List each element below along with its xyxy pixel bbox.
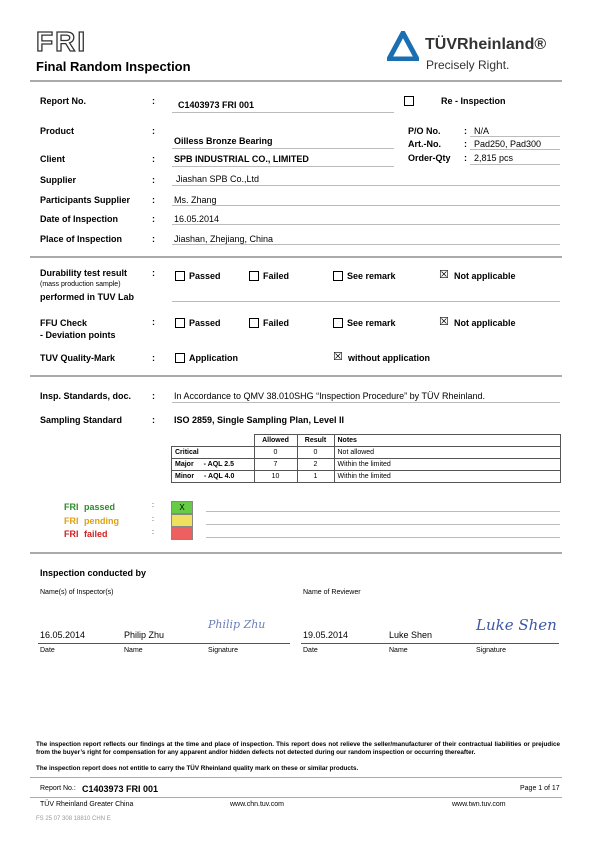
colon: : <box>464 139 467 149</box>
sampling-table <box>171 434 561 483</box>
row-name <box>172 459 255 471</box>
durability-failed-label: Failed <box>263 271 290 281</box>
row-result: 1 <box>297 471 334 483</box>
footer-url-twn[interactable]: www.twn.tuv.com <box>452 801 506 808</box>
reviewer-signature: Luke Shen <box>476 616 557 634</box>
row-name-text: Major <box>175 461 194 468</box>
status-line <box>206 524 560 525</box>
row-name <box>172 471 255 483</box>
inspector-date: 16.05.2014 <box>40 630 86 640</box>
table-row <box>172 471 561 483</box>
col-name-label: Name <box>389 647 408 654</box>
conducted-title: Inspection conducted by <box>40 568 147 578</box>
place-value: Jiashan, Zhejiang, China <box>174 234 274 244</box>
footer-page: Page 1 of 17 <box>520 785 560 792</box>
fri-word: FRI <box>64 516 79 526</box>
client-line <box>172 166 394 167</box>
status-pending-swatch[interactable] <box>171 514 193 527</box>
date-inspection-line <box>172 224 560 225</box>
reinspection-label: Re - Inspection <box>441 96 506 106</box>
date-inspection-value: 16.05.2014 <box>174 214 220 224</box>
quality-mark-label: TUV Quality-Mark <box>40 353 116 363</box>
ffu-passed-checkbox[interactable] <box>175 318 185 328</box>
sampling-label: Sampling Standard <box>40 415 123 425</box>
col-date-label: Date <box>303 647 318 654</box>
row-name-text: Minor <box>175 473 195 480</box>
colon: : <box>152 529 154 536</box>
durability-passed-label: Passed <box>189 271 221 281</box>
standards-label: Insp. Standards, doc. <box>40 391 132 401</box>
colon: : <box>152 391 155 401</box>
durability-sub-label: (mass production sample) <box>40 281 121 288</box>
colon: : <box>152 96 155 106</box>
disclaimer-text: The inspection report reflects our findings at the time and place of inspection. This report does not relieve the seller/manufacturer of their contractual liabilities or prejudice from the buyer’s right for compensation for any apparent and/or hidden defects not detected during our random inspection or occurring thereafter. <box>36 741 560 756</box>
inspector-name: Philip Zhu <box>124 630 165 640</box>
durability-passed-checkbox[interactable] <box>175 271 185 281</box>
supplier-line <box>172 185 560 186</box>
durability-failed-checkbox[interactable] <box>249 271 259 281</box>
client-value: SPB INDUSTRIAL CO., LIMITED <box>174 154 309 164</box>
status-pending-text: pending <box>84 516 120 526</box>
fri-word: FRI <box>64 529 79 539</box>
quality-application-checkbox[interactable] <box>175 353 185 363</box>
row-allowed: 7 <box>254 459 297 471</box>
ffu-not-applicable-label: Not applicable <box>454 318 516 328</box>
quality-without-label: without application <box>348 353 430 363</box>
row-allowed: 10 <box>254 471 297 483</box>
po-line <box>470 136 560 137</box>
colon: : <box>152 353 155 363</box>
order-qty-value: 2,815 pcs <box>474 153 514 163</box>
status-pending-label <box>64 516 119 526</box>
durability-lab-label: performed in TUV Lab <box>40 292 135 302</box>
place-line <box>172 244 560 245</box>
colon: : <box>152 175 155 185</box>
participants-line <box>172 205 560 206</box>
footer-report-label: Report No.: <box>40 785 76 792</box>
fri-logo-text: FRI <box>36 26 88 57</box>
ffu-not-applicable-checkbox[interactable]: ☒ <box>439 316 449 328</box>
colon: : <box>152 516 154 523</box>
order-qty-label: Order-Qty <box>408 153 451 163</box>
table-row <box>172 447 561 459</box>
row-name-text: Critical <box>175 449 199 456</box>
report-no-label: Report No. <box>40 96 86 106</box>
po-value: N/A <box>474 126 490 136</box>
ffu-passed-label: Passed <box>189 318 221 328</box>
brand-name: TÜVRheinland® <box>425 36 547 53</box>
footer-divider <box>30 797 562 798</box>
row-notes: Not allowed <box>334 447 561 459</box>
colon: : <box>152 268 155 278</box>
status-line <box>206 511 560 512</box>
place-label: Place of Inspection <box>40 234 123 244</box>
footer-company: TÜV Rheinland Greater China <box>40 801 134 808</box>
footer-report-no: C1403973 FRI 001 <box>82 784 159 794</box>
colon: : <box>152 317 155 327</box>
row-notes: Within the limited <box>334 471 561 483</box>
brand-tagline: Precisely Right. <box>426 58 510 72</box>
inspector-signature: Philip Zhu <box>208 618 266 631</box>
disclaimer-quality-mark: The inspection report does not entitle to carry the TÜV Rheinland quality mark on these or similar products. <box>36 765 359 772</box>
product-label: Product <box>40 126 75 136</box>
ffu-failed-checkbox[interactable] <box>249 318 259 328</box>
art-label: Art.-No. <box>408 139 441 149</box>
reviewer-label: Name of Reviewer <box>303 589 361 596</box>
tuv-triangle-logo-icon <box>387 31 419 61</box>
colon: : <box>152 214 155 224</box>
quality-without-checkbox[interactable]: ☒ <box>333 351 343 363</box>
reinspection-checkbox[interactable] <box>404 96 414 106</box>
standards-line <box>172 402 560 403</box>
table-blank-cell <box>172 435 255 447</box>
colon: : <box>464 153 467 163</box>
section-divider <box>30 375 562 377</box>
status-line <box>206 537 560 538</box>
row-notes: Within the limited <box>334 459 561 471</box>
reviewer-date: 19.05.2014 <box>303 630 349 640</box>
product-line <box>172 148 394 149</box>
durability-see-remark-label: See remark <box>347 271 396 281</box>
durability-line <box>172 301 560 302</box>
header-divider <box>30 80 562 82</box>
section-divider <box>30 256 562 258</box>
colon: : <box>152 415 155 425</box>
col-name-label: Name <box>124 647 143 654</box>
ffu-see-remark-label: See remark <box>347 318 396 328</box>
sampling-value: ISO 2859, Single Sampling Plan, Level II <box>174 415 345 425</box>
table-header-notes: Notes <box>334 435 561 447</box>
status-failed-swatch[interactable] <box>171 527 193 540</box>
table-header-row <box>172 435 561 447</box>
table-header-allowed: Allowed <box>254 435 297 447</box>
status-passed-text: passed <box>84 502 116 512</box>
ffu-see-remark-checkbox[interactable] <box>333 318 343 328</box>
standards-value: In Accordance to QMV 38.010SHG “Inspection Procedure” by TÜV Rheinland. <box>174 391 485 401</box>
sign-line <box>301 643 559 644</box>
report-no-value: C1403973 FRI 001 <box>178 100 255 110</box>
table-header-result: Result <box>297 435 334 447</box>
durability-not-applicable-label: Not applicable <box>454 271 516 281</box>
page-title: Final Random Inspection <box>36 59 191 74</box>
colon: : <box>152 126 155 136</box>
colon: : <box>152 502 154 509</box>
footer-doc-code: FS 25 07 308 18810 CHN E <box>36 816 111 822</box>
participants-value: Ms. Zhang <box>174 195 217 205</box>
participants-label: Participants Supplier <box>40 195 131 205</box>
ffu-failed-label: Failed <box>263 318 290 328</box>
durability-see-remark-checkbox[interactable] <box>333 271 343 281</box>
table-row <box>172 459 561 471</box>
product-value: Oilless Bronze Bearing <box>174 136 273 146</box>
row-aql: - AQL 2.5 <box>203 461 234 468</box>
inspector-label: Name(s) of Inspector(s) <box>40 589 114 596</box>
row-name <box>172 447 255 459</box>
col-date-label: Date <box>40 647 55 654</box>
footer-divider <box>30 777 562 778</box>
ffu-label: FFU Check <box>40 318 88 328</box>
section-divider <box>30 552 562 554</box>
reviewer-name: Luke Shen <box>389 630 433 640</box>
po-label: P/O No. <box>408 126 441 136</box>
status-failed-label <box>64 529 108 539</box>
colon: : <box>152 154 155 164</box>
supplier-value: Jiashan SPB Co.,Ltd <box>176 174 260 184</box>
fri-logo <box>36 26 87 58</box>
status-failed-text: failed <box>84 529 108 539</box>
row-result: 0 <box>297 447 334 459</box>
row-aql: - AQL 4.0 <box>204 473 235 480</box>
art-line <box>470 149 560 150</box>
supplier-label: Supplier <box>40 175 77 185</box>
colon: : <box>152 195 155 205</box>
footer-url-chn[interactable]: www.chn.tuv.com <box>230 801 284 808</box>
durability-label: Durability test result <box>40 268 128 278</box>
report-no-line <box>172 112 394 113</box>
col-signature-label: Signature <box>476 647 506 654</box>
colon: : <box>464 126 467 136</box>
col-signature-label: Signature <box>208 647 238 654</box>
colon: : <box>152 234 155 244</box>
art-value: Pad250, Pad300 <box>474 139 542 149</box>
status-passed-swatch[interactable]: X <box>171 501 193 514</box>
sign-line <box>38 643 290 644</box>
status-passed-label <box>64 502 115 512</box>
row-result: 2 <box>297 459 334 471</box>
order-qty-line <box>470 164 560 165</box>
durability-not-applicable-checkbox[interactable]: ☒ <box>439 269 449 281</box>
client-label: Client <box>40 154 66 164</box>
fri-word: FRI <box>64 502 79 512</box>
ffu-sub-label: - Deviation points <box>40 330 116 340</box>
date-inspection-label: Date of Inspection <box>40 214 119 224</box>
quality-application-label: Application <box>189 353 238 363</box>
row-allowed: 0 <box>254 447 297 459</box>
